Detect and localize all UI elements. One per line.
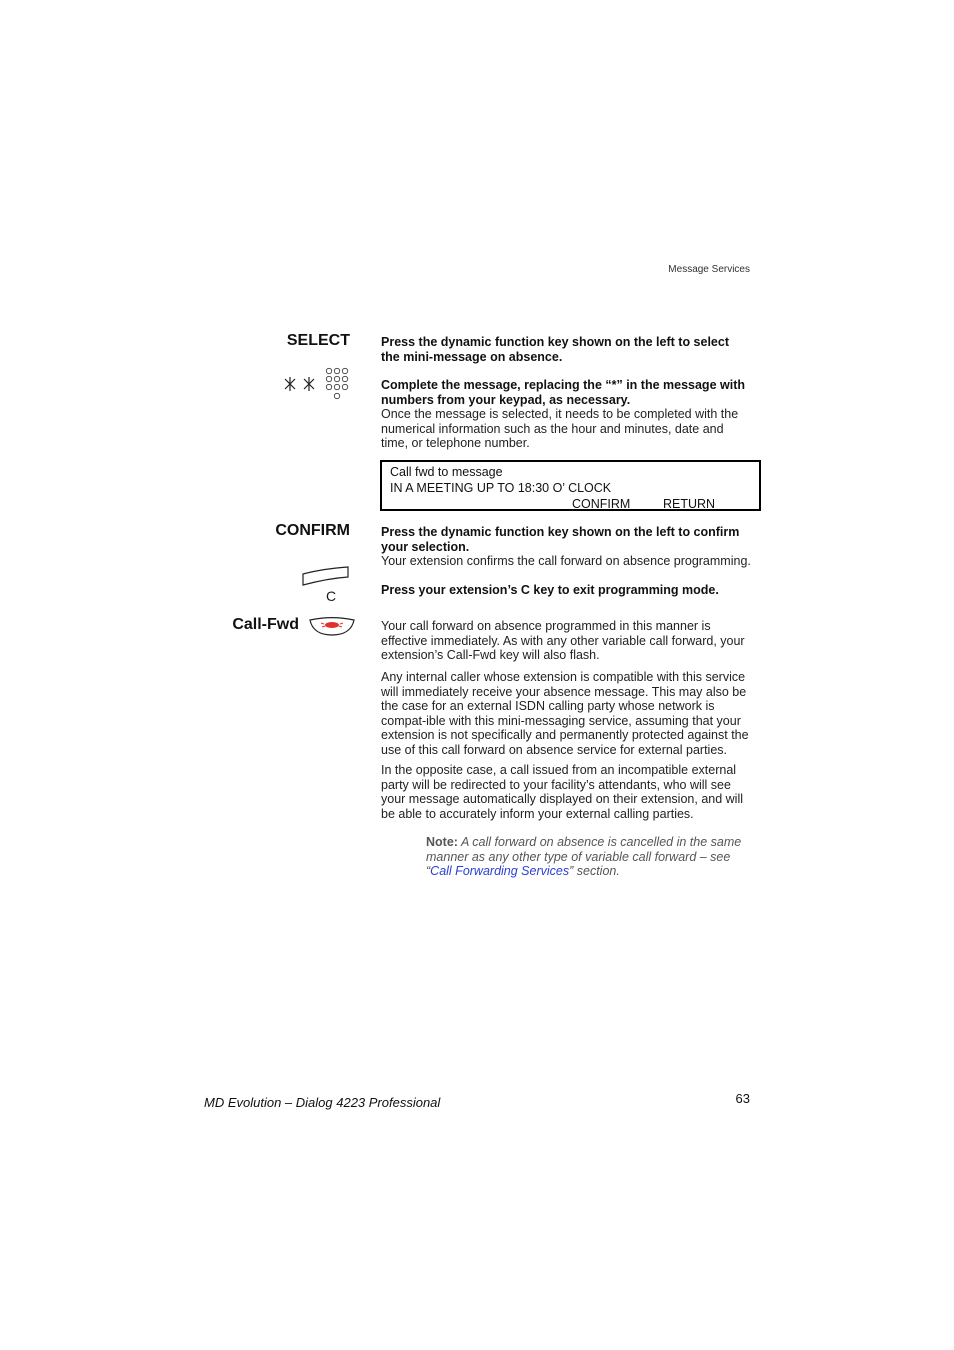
display-line-2: IN A MEETING UP TO 18:30 O’ CLOCK	[390, 481, 612, 495]
confirm-label: CONFIRM	[275, 522, 350, 539]
footer-title: MD Evolution – Dialog 4223 Professional	[204, 1095, 441, 1110]
exit-instruction: Press your extension’s C key to exit programming mode.	[381, 583, 719, 597]
keypad-icon	[282, 366, 352, 402]
select-instruction: Press the dynamic function key shown on the left to select the mini-message on absence.	[381, 335, 729, 364]
phone-display	[380, 460, 761, 511]
page-number: 63	[735, 1091, 750, 1106]
call-forwarding-link[interactable]: Call Forwarding Services	[430, 864, 570, 879]
c-key-label: C	[326, 588, 337, 604]
callfwd-key-icon	[308, 616, 356, 638]
paragraph-3: In the opposite case, a call issued from an incompatible external party will be redirected to your facility’s attendants, who will see your message automatically displayed on their extension, and will be able to accurately inform your external calling parties.	[381, 763, 743, 821]
complete-instruction: Complete the message, replacing the “*” in the message with numbers from your keypad, as necessary.	[381, 378, 745, 407]
note-text-before: A call forward on absence is cancelled in the same manner as any other type of variable call forward – see “	[426, 835, 742, 879]
display-return-softkey[interactable]: RETURN	[663, 497, 716, 511]
display-line-1: Call fwd to message	[390, 465, 503, 479]
c-key-icon	[300, 564, 352, 604]
confirm-instruction: Press the dynamic function key shown on the left to confirm your selection.	[381, 525, 740, 554]
complete-detail: Once the message is selected, it needs to be completed with the numerical information such as the hour and minutes, date and time, or telephone number.	[381, 407, 739, 451]
note-label: Note:	[426, 835, 458, 849]
note-text-after: ” section.	[569, 864, 620, 879]
select-label: SELECT	[286, 332, 350, 349]
running-header: Message Services	[668, 264, 750, 275]
display-confirm-softkey[interactable]: CONFIRM	[572, 497, 631, 511]
note-block	[426, 835, 752, 879]
paragraph-2: Any internal caller whose extension is compatible with this service will immediately receive your absence message. This may also be the case for an external ISDN calling party whose network is compat-ible with this mini-messaging service, assuming that your extension is not specifically and permanently protected against the use of this call forward on absence service for external parties.	[381, 670, 749, 757]
paragraph-1: Your call forward on absence programmed in this manner is effective immediately. As with any other variable call forward, your extension’s Call-Fwd key will also flash.	[381, 619, 745, 663]
callfwd-label: Call-Fwd	[232, 616, 299, 633]
confirm-detail: Your extension confirms the call forward on absence programming.	[381, 554, 751, 568]
